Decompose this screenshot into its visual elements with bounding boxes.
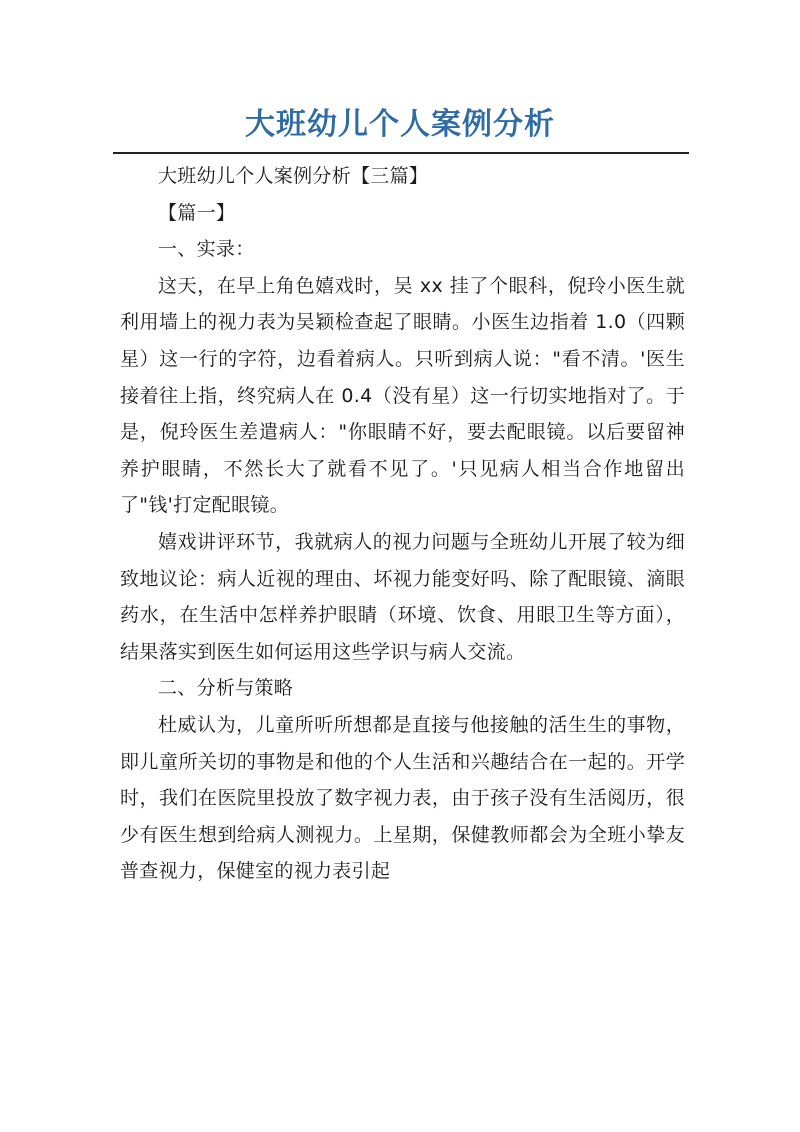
document-body xyxy=(120,158,685,890)
section-heading-analysis: 二、分析与策略 xyxy=(158,677,294,700)
section-heading-record: 一、实录： xyxy=(158,238,255,261)
paragraph-record: 这天，在早上角色嬉戏时，吴 xx 挂了个眼科，倪玲小医生就利用墙上的视力表为吴颖检查起了眼睛。小医生边指着 1.0（四颗星）这一行的字符，边看着病人。只听到病人说："看不清。'医生接着往上指，终究病人在 0.4（没有星）这一行切实地指对了。于是，倪玲医生差遣病人："你眼睛不好，要去配眼镜。以后要留神养护眼睛，不然长大了就看不见了。'只见病人相当合作地留出了"钱'打定配眼镜。 xyxy=(120,274,685,517)
paragraph-discussion: 嬉戏讲评环节，我就病人的视力问题与全班幼儿开展了较为细致地议论：病人近视的理由、坏视力能变好吗、除了配眼镜、滴眼药水，在生活中怎样养护眼睛（环境、饮食、用眼卫生等方面），结果落实到医生如何运用这些学识与病人交流。 xyxy=(120,530,685,663)
document-subtitle: 大班幼儿个人案例分析【三篇】 xyxy=(158,165,429,187)
document-title: 大班幼儿个人案例分析 xyxy=(245,107,555,142)
paragraph-analysis: 杜威认为，儿童所听所想都是直接与他接触的活生生的事物，即儿童所关切的事物是和他的个人生活和兴趣结合在一起的。开学时，我们在医院里投放了数字视力表，由于孩子没有生活阅历，很少有医生想到给病人测视力。上星期，保健教师都会为全班小挚友普查视力，保健室的视力表引起 xyxy=(120,713,685,883)
part-heading: 【篇一】 xyxy=(158,201,236,224)
title-divider xyxy=(113,152,689,154)
